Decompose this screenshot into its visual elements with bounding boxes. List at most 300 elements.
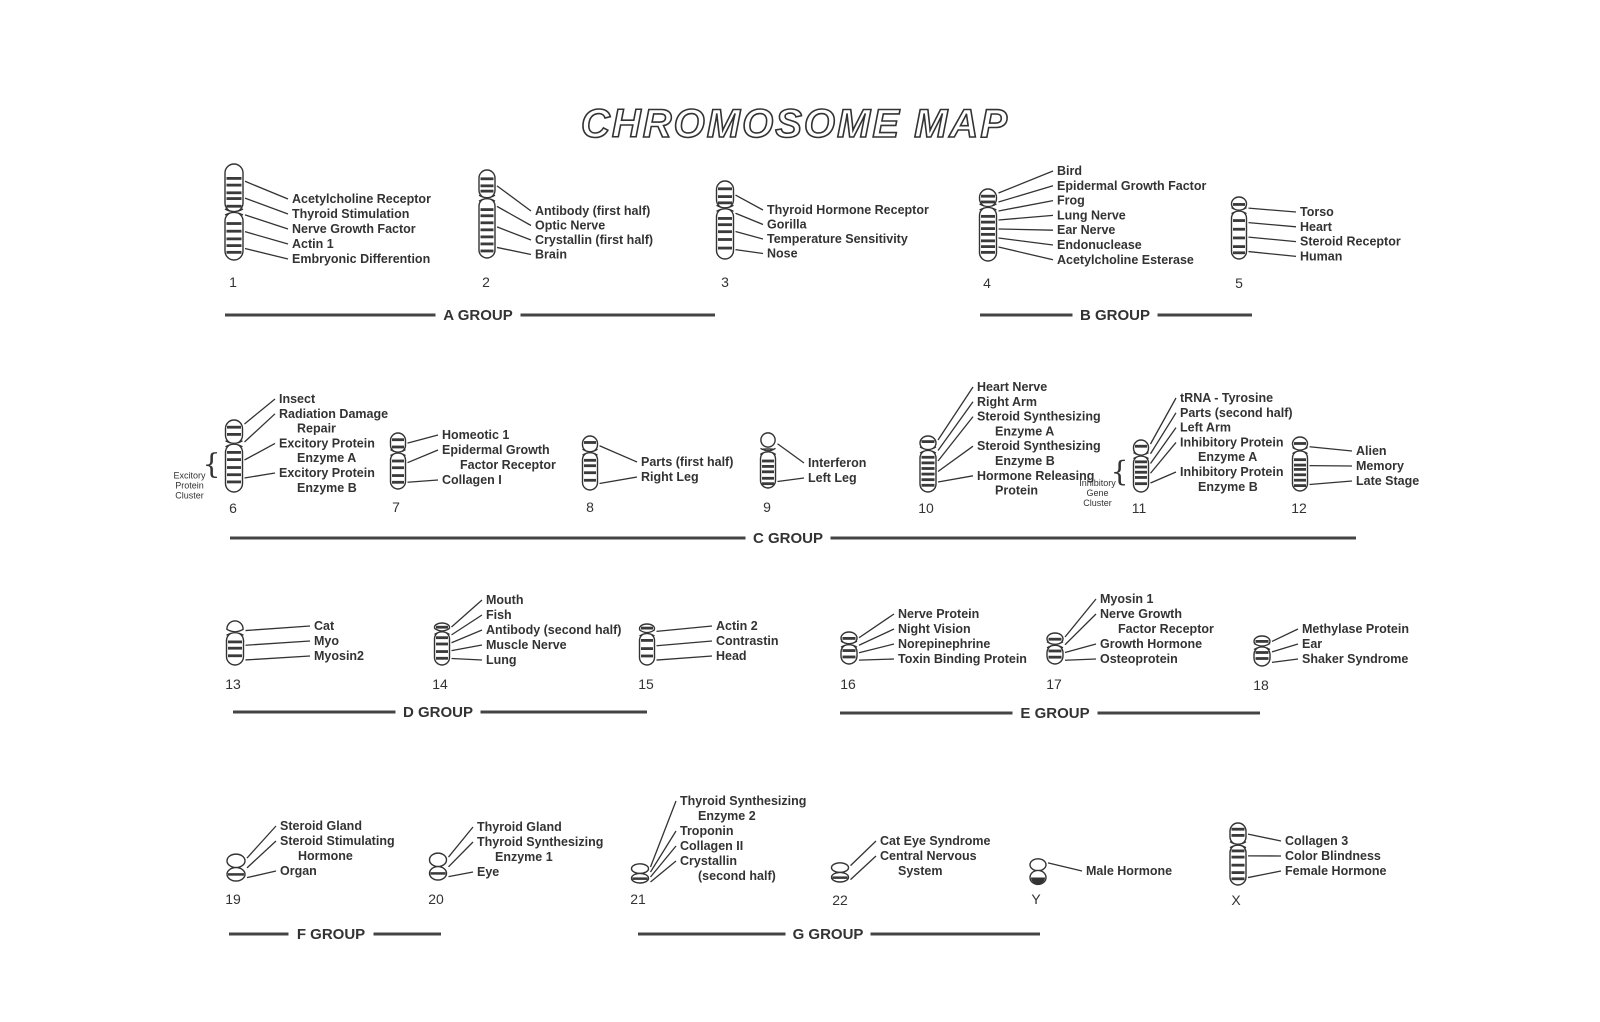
chromosome-number: 4	[983, 275, 991, 291]
chromosome-body	[224, 164, 244, 260]
chromosome-band	[1135, 476, 1147, 479]
leader-line	[1272, 659, 1298, 662]
chromosome-body	[919, 436, 937, 492]
gene-label: Parts (second half)	[1180, 405, 1293, 420]
chromosome-number: 7	[392, 499, 400, 515]
leader-line	[999, 238, 1054, 245]
leader-line	[452, 600, 483, 627]
gene-label: Human	[1300, 249, 1343, 264]
gene-label: Enzyme A	[297, 451, 357, 466]
chromosome-band	[1135, 460, 1147, 463]
gene-label: Enzyme 2	[698, 809, 756, 823]
chromosome-band	[922, 467, 935, 470]
chromosome-band	[762, 482, 774, 485]
leader-line	[247, 841, 276, 868]
gene-label: Antibody (second half)	[486, 623, 622, 637]
leader-line	[999, 201, 1054, 211]
chromosome-number: 13	[225, 676, 241, 692]
leader-line	[736, 213, 764, 224]
chromosome-band	[922, 478, 935, 481]
gene-label: Right Leg	[641, 470, 699, 484]
chromosome-band	[228, 641, 242, 644]
gene-label: Myosin 1	[1100, 592, 1154, 606]
group-label: D GROUP	[402, 704, 474, 721]
chromosome-band	[981, 239, 995, 242]
chromosome-band	[1294, 468, 1306, 471]
chromosome-band	[843, 637, 856, 640]
leader-line	[859, 629, 894, 645]
chromosome-arm-p	[226, 420, 243, 444]
gene-label: Radiation Damage	[279, 406, 389, 421]
gene-label: Nerve Growth Factor	[292, 222, 416, 236]
gene-label: Epidermal Growth	[442, 443, 550, 457]
chromosome-satellite	[761, 433, 775, 447]
chromosome-arm-p	[479, 170, 495, 198]
chromosome-band	[392, 466, 404, 469]
chromosome-arm-p	[980, 189, 997, 207]
leader-line	[449, 842, 474, 867]
leader-line	[497, 247, 531, 254]
gene-label: Collagen 3	[1285, 834, 1349, 848]
cluster-note: Gene	[1086, 488, 1109, 499]
leader-line	[246, 656, 311, 660]
gene-label: Myosin2	[314, 649, 365, 663]
group-a	[225, 307, 715, 324]
chromosome-body	[1292, 437, 1309, 491]
chromosome-band	[1256, 640, 1269, 643]
chromosome-body	[478, 170, 496, 258]
chromosome-band	[227, 222, 242, 225]
chromosome-band	[481, 250, 494, 253]
chromosome-band	[762, 460, 774, 463]
cluster-note: Excitory	[173, 470, 206, 481]
gene-label: Osteoprotein	[1100, 652, 1178, 666]
chromosome-4	[979, 164, 1207, 291]
chromosome-body	[390, 433, 407, 489]
gene-label: Color Blindness	[1285, 849, 1381, 863]
gene-label: Bird	[1057, 164, 1082, 178]
chromosome-band	[843, 656, 856, 659]
chromosome-number: 15	[638, 676, 654, 692]
chromosome-band	[641, 627, 653, 630]
leader-line	[999, 247, 1054, 260]
gene-label: Acetylcholine Receptor	[292, 192, 431, 206]
gene-label: Collagen II	[680, 839, 744, 853]
chromosome-band	[922, 440, 935, 443]
chromosome-band	[584, 441, 596, 444]
chromosome-arm-q	[583, 452, 598, 490]
gene-label: Muscle Nerve	[486, 638, 567, 652]
group-g	[638, 926, 1040, 943]
gene-label: Heart	[1300, 219, 1332, 234]
gene-label: Excitory Protein	[279, 436, 375, 451]
chromosome-body	[227, 854, 245, 881]
chromosome-arm-q	[479, 198, 495, 258]
chromosome-body	[760, 433, 777, 488]
group-label: C GROUP	[752, 530, 824, 547]
gene-label: Left Leg	[808, 471, 857, 485]
chromosome-band	[762, 465, 774, 468]
chromosome-band	[436, 626, 448, 629]
group-c	[230, 530, 1356, 547]
chromosome-number: 21	[630, 891, 646, 907]
chromosome-band	[1294, 442, 1306, 445]
chromosome-band	[981, 201, 995, 204]
gene-label: Organ	[280, 864, 317, 878]
gene-label: Toxin Binding Protein	[898, 652, 1027, 666]
leader-line	[245, 248, 288, 259]
cluster-note: Cluster	[175, 490, 204, 501]
chromosome-2	[478, 170, 653, 290]
chromosome-number: 3	[721, 274, 729, 290]
chromosome-band	[227, 426, 241, 429]
chromosome-arm-p	[225, 164, 243, 212]
gene-label: Optic Nerve	[535, 218, 606, 233]
chromosome-number: 18	[1253, 677, 1269, 693]
chromosome-15	[638, 619, 778, 692]
chromosome-band	[1233, 203, 1245, 206]
chromosome-band	[981, 195, 995, 198]
chromosome-band	[1232, 864, 1245, 867]
cluster-note: Protein	[175, 480, 204, 491]
chromosome-band	[227, 251, 242, 254]
chromosome-number: 11	[1131, 500, 1147, 516]
chromosome-number: 2	[482, 274, 490, 290]
gene-label: Interferon	[808, 456, 867, 470]
gene-label: Alien	[1356, 444, 1387, 458]
chromosome-band	[1256, 657, 1269, 660]
chromosome-band	[481, 184, 494, 187]
chromosome-arm-p	[1230, 823, 1246, 845]
chromosome-number: 5	[1235, 275, 1243, 291]
chromosome-number: 1	[229, 274, 237, 290]
gene-label: Contrastin	[716, 634, 779, 648]
leader-line	[657, 626, 713, 631]
leader-line	[452, 659, 483, 661]
leader-line	[1151, 398, 1177, 444]
gene-label: Steroid Synthesizing	[977, 409, 1101, 424]
chromosome-body	[226, 621, 245, 665]
chromosome-body	[639, 624, 656, 665]
chromosome-band	[1049, 656, 1062, 659]
leader-line	[1151, 472, 1177, 483]
gene-label: Insect	[279, 392, 316, 406]
leader-line	[600, 446, 638, 462]
gene-label: Enzyme B	[995, 454, 1055, 468]
chromosome-band	[392, 446, 404, 449]
chromosome-band	[228, 873, 244, 876]
chromosome-band	[227, 205, 242, 208]
chromosome-7	[390, 428, 556, 515]
chromosome-band	[227, 481, 241, 484]
gene-label: Nerve Protein	[898, 607, 980, 621]
chromosome-band	[1232, 871, 1245, 874]
chromosome-body	[430, 853, 447, 880]
chromosome-band	[1232, 834, 1245, 837]
leader-line	[938, 402, 973, 451]
gene-label: Central Nervous	[880, 849, 977, 863]
gene-label: Night Vision	[898, 622, 971, 636]
chromosome-band	[227, 184, 242, 187]
chromosome-band	[1294, 458, 1306, 461]
gene-label: Actin 1	[292, 237, 334, 251]
cluster-note: Inhibitory	[1079, 478, 1116, 489]
chromosome-21	[630, 794, 806, 907]
leader-line	[1065, 644, 1096, 653]
gene-label: Homeotic 1	[442, 428, 510, 442]
chromosome-body	[225, 420, 244, 492]
gene-label: Heart Nerve	[977, 380, 1048, 394]
group-label: B GROUP	[1079, 307, 1151, 324]
gene-label: Nose	[767, 246, 798, 261]
gene-label: Head	[716, 649, 747, 663]
chromosome-20	[428, 820, 603, 907]
chromosome-body	[434, 623, 451, 665]
chromosome-number: 9	[763, 499, 771, 515]
chromosome-band	[228, 647, 242, 650]
gene-label: Embryonic Differention	[292, 252, 431, 266]
gene-label: Ear Nerve	[1057, 223, 1116, 238]
gene-label: Steroid Gland	[280, 819, 362, 833]
chromosome-band	[584, 464, 596, 467]
gene-label: Fish	[486, 608, 512, 622]
chromosome-band	[922, 484, 935, 487]
leader-line	[1065, 659, 1096, 660]
chromosome-band	[718, 247, 732, 250]
leader-line	[859, 644, 894, 653]
leader-line	[247, 871, 276, 878]
gene-label: Excitory Protein	[279, 466, 375, 480]
chromosome-band	[227, 473, 241, 476]
group-d	[233, 704, 647, 721]
leader-line	[408, 435, 439, 443]
chromosome-6	[173, 392, 388, 516]
gene-label: Left Arm	[1180, 420, 1231, 435]
chromosome-3	[716, 181, 929, 290]
chromosome-band	[584, 459, 596, 462]
gene-label: Thyroid Synthesizing	[680, 794, 807, 808]
chromosome-band	[1233, 228, 1245, 231]
chromosome-8	[582, 436, 734, 515]
chromosome-number: 10	[918, 500, 934, 516]
gene-label: Thyroid Hormone Receptor	[767, 203, 929, 217]
chromosome-body	[1046, 633, 1064, 664]
chromosome-band	[584, 471, 596, 474]
leader-line	[245, 399, 276, 424]
chromosome-x	[1229, 823, 1386, 908]
chromosome-body	[979, 189, 998, 261]
leader-line	[736, 231, 764, 239]
chromosome-band	[481, 221, 494, 224]
chromosome-number: 22	[832, 892, 848, 908]
leader-line	[999, 186, 1054, 202]
leader-line	[1249, 223, 1297, 227]
leader-line	[1310, 447, 1353, 451]
chromosome-band	[481, 177, 494, 180]
gene-label: Inhibitory Protein	[1180, 465, 1284, 479]
gene-label: Parts (first half)	[641, 455, 734, 469]
chromosome-band	[431, 872, 446, 875]
gene-label: Methylase Protein	[1302, 622, 1409, 636]
leader-line	[736, 195, 764, 210]
gene-label: Enzyme B	[1198, 479, 1258, 494]
chromosome-band	[1135, 471, 1147, 474]
leader-line	[245, 181, 288, 199]
chromosome-band	[584, 479, 596, 482]
cluster-brace: {	[1110, 455, 1129, 489]
chromosome-arm-q	[1254, 647, 1270, 667]
chromosome-band	[227, 177, 242, 180]
chromosome-number: 6	[229, 500, 237, 516]
chromosome-number: X	[1231, 892, 1241, 908]
chromosome-arm-q	[1047, 645, 1063, 664]
chromosome-18	[1253, 622, 1409, 693]
chromosome-band	[436, 636, 448, 639]
chromosome-band	[1233, 237, 1245, 240]
chromosome-band	[227, 230, 242, 233]
gene-label: Frog	[1057, 193, 1085, 208]
page-title: CHROMOSOME MAP	[581, 102, 1009, 146]
chromosome-band	[1294, 484, 1306, 487]
chromosome-arm-q	[841, 644, 857, 664]
cluster-note: Cluster	[1083, 498, 1112, 509]
chromosome-band	[227, 458, 241, 461]
gene-label: Crystallin (first half)	[535, 233, 654, 247]
gene-label: Eye	[477, 865, 500, 879]
chromosome-band	[1233, 245, 1245, 248]
chromosome-band	[227, 451, 241, 454]
chromosome-band	[981, 227, 995, 230]
chromosome-arm-p	[430, 853, 447, 866]
gene-label: Factor Receptor	[1118, 622, 1214, 636]
chromosome-band	[1256, 651, 1269, 654]
chromosome-band	[922, 456, 935, 459]
leader-line	[497, 227, 531, 240]
gene-label: Crystallin	[680, 854, 737, 868]
gene-label: Actin 2	[716, 619, 758, 633]
chromosome-band	[227, 197, 242, 200]
gene-label: Collagen I	[442, 473, 502, 487]
gene-label: Steroid Receptor	[1300, 234, 1401, 249]
leader-line	[1272, 644, 1298, 652]
chromosome-11	[1079, 391, 1292, 516]
gene-label: Temperature Sensitivity	[767, 232, 908, 246]
leader-line	[657, 656, 713, 660]
chromosome-band	[481, 214, 494, 217]
gene-label: Torso	[1300, 205, 1334, 219]
gene-label: Enzyme B	[297, 480, 357, 495]
leader-line	[245, 215, 288, 229]
chromosome-band	[436, 650, 448, 653]
gene-label: Norepinephrine	[898, 637, 991, 651]
chromosome-band	[1135, 482, 1147, 485]
group-b	[980, 307, 1252, 324]
chromosome-band	[1294, 479, 1306, 482]
chromosome-band	[227, 244, 242, 247]
gene-label: Shaker Syndrome	[1302, 652, 1409, 666]
chromosome-number: 8	[586, 499, 594, 515]
chromosome-arm-p	[391, 433, 406, 453]
gene-label: Cat Eye Syndrome	[880, 834, 991, 848]
chromosome-arm-p	[1030, 859, 1046, 871]
chromosome-band	[718, 187, 732, 190]
cluster-brace: {	[202, 447, 221, 481]
chromosome-band	[718, 217, 732, 220]
gene-label: Troponin	[680, 824, 734, 838]
gene-label: tRNA - Tyrosine	[1180, 391, 1274, 405]
leader-line	[938, 446, 973, 471]
gene-label: (second half)	[698, 869, 776, 883]
chromosome-band	[833, 876, 848, 879]
chromosome-band	[1232, 856, 1245, 859]
chromosome-body	[1030, 859, 1046, 885]
gene-label: Female Hormone	[1285, 864, 1387, 878]
leader-line	[449, 827, 474, 857]
gene-label: System	[898, 864, 943, 878]
chromosome-band	[718, 195, 732, 198]
leader-line	[497, 186, 531, 211]
gene-label: Factor Receptor	[460, 458, 556, 472]
leader-line	[999, 229, 1054, 230]
leader-line	[247, 826, 276, 858]
chromosome-band	[1294, 464, 1306, 467]
chromosome-band	[1233, 219, 1245, 222]
leader-line	[1048, 863, 1082, 871]
chromosome-5	[1231, 197, 1401, 291]
gene-label: Gorilla	[767, 217, 807, 232]
gene-label: Epidermal Growth Factor	[1057, 178, 1207, 193]
chromosome-band	[633, 877, 648, 880]
chromosome-14	[432, 593, 621, 692]
gene-label: Enzyme A	[1198, 450, 1258, 465]
chromosome-10	[918, 380, 1100, 516]
group-label: F GROUP	[296, 926, 366, 943]
chromosome-body	[1229, 823, 1247, 885]
chromosome-body	[632, 864, 649, 883]
gene-label: Enzyme 1	[495, 850, 553, 864]
leader-line	[408, 480, 439, 482]
chromosome-band	[227, 237, 242, 240]
gene-label: Lung Nerve	[1057, 208, 1126, 223]
chromosome-band	[718, 238, 732, 241]
leader-line	[1249, 252, 1297, 257]
chromosome-band	[641, 647, 653, 650]
chromosome-number: 20	[428, 891, 444, 907]
leader-line	[938, 476, 973, 482]
chromosome-band	[228, 654, 242, 657]
chromosome-band	[1049, 650, 1062, 653]
gene-label: Late Stage	[1356, 474, 1420, 488]
chromosome-band	[718, 201, 732, 204]
leader-line	[1249, 208, 1297, 212]
gene-label: Acetylcholine Esterase	[1057, 252, 1194, 267]
leader-line	[246, 641, 311, 645]
chromosome-number: 14	[432, 676, 448, 692]
leader-line	[408, 450, 439, 463]
chromosome-number: 16	[840, 676, 856, 692]
chromosome-22	[832, 834, 991, 908]
leader-line	[999, 215, 1054, 220]
chromosome-19	[225, 819, 394, 907]
gene-label: Brain	[535, 247, 567, 262]
chromosome-body	[1231, 197, 1248, 259]
chromosome-arm-p	[632, 864, 649, 874]
chromosome-band	[481, 235, 494, 238]
chromosome-16	[840, 607, 1027, 692]
leader-line	[1249, 237, 1297, 242]
chromosome-band	[481, 243, 494, 246]
group-f	[229, 926, 441, 943]
